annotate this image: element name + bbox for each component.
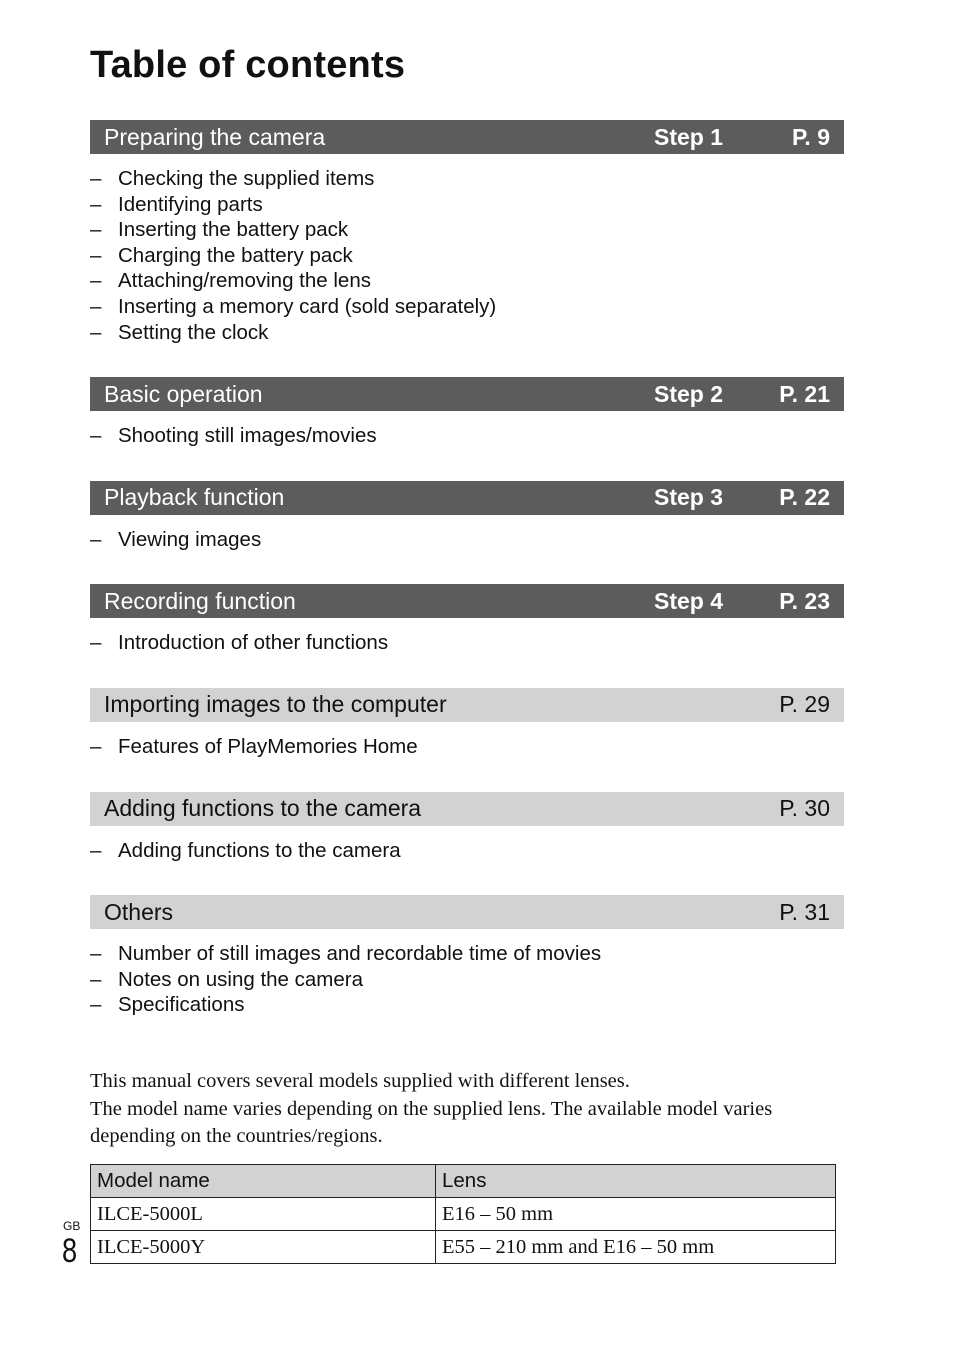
list-item bbox=[90, 166, 844, 192]
section-page-ref[interactable]: P. 30 bbox=[779, 795, 830, 822]
toc-sections bbox=[90, 120, 844, 1018]
item-text: Introduction of other functions bbox=[118, 631, 389, 655]
section-page-ref[interactable]: P. 21 bbox=[779, 380, 830, 407]
list-item bbox=[90, 527, 844, 553]
list-item bbox=[90, 217, 844, 243]
item-text: Adding functions to the camera bbox=[118, 838, 401, 862]
dash-bullet: – bbox=[90, 631, 102, 655]
section-step: Step 4 bbox=[654, 587, 724, 614]
section-item-list bbox=[90, 411, 844, 449]
list-item bbox=[90, 630, 844, 656]
section-header[interactable] bbox=[90, 120, 844, 154]
section-title: Playback function bbox=[104, 484, 285, 511]
toc-section bbox=[90, 895, 844, 1018]
model-table bbox=[90, 1164, 836, 1264]
table-row bbox=[91, 1231, 836, 1264]
toc-section bbox=[90, 792, 844, 864]
item-text: Inserting a memory card (sold separately) bbox=[118, 294, 497, 318]
dash-bullet: – bbox=[90, 527, 102, 551]
list-item bbox=[90, 734, 844, 760]
dash-bullet: – bbox=[90, 967, 102, 991]
list-item bbox=[90, 268, 844, 294]
dash-bullet: – bbox=[90, 993, 102, 1017]
page-number: 8 bbox=[62, 1232, 78, 1270]
item-text: Checking the supplied items bbox=[118, 167, 375, 190]
list-item bbox=[90, 423, 844, 449]
dash-bullet: – bbox=[90, 294, 102, 318]
section-header[interactable] bbox=[90, 792, 844, 826]
table-row bbox=[91, 1198, 836, 1231]
dash-bullet: – bbox=[90, 424, 102, 448]
list-item bbox=[90, 967, 844, 993]
model-cell: ILCE-5000Y bbox=[91, 1231, 436, 1264]
dash-bullet: – bbox=[90, 734, 102, 758]
list-item bbox=[90, 992, 844, 1018]
section-page-ref[interactable]: P. 22 bbox=[779, 484, 830, 511]
column-header-model: Model name bbox=[91, 1165, 436, 1198]
page-title: Table of contents bbox=[90, 44, 406, 86]
dash-bullet: – bbox=[90, 942, 102, 966]
section-title: Importing images to the computer bbox=[104, 691, 447, 718]
item-text: Specifications bbox=[118, 993, 245, 1017]
section-header[interactable] bbox=[90, 688, 844, 722]
note-line: This manual covers several models supplied with different lenses. bbox=[90, 1070, 630, 1092]
toc-section bbox=[90, 120, 844, 345]
section-title: Preparing the camera bbox=[104, 123, 326, 150]
section-title: Adding functions to the camera bbox=[104, 795, 422, 822]
column-header-lens: Lens bbox=[436, 1165, 836, 1198]
lens-cell: E16 – 50 mm bbox=[436, 1198, 836, 1231]
item-text: Attaching/removing the lens bbox=[118, 269, 371, 293]
item-text: Inserting the battery pack bbox=[118, 218, 349, 242]
section-page-ref[interactable]: P. 31 bbox=[779, 898, 830, 925]
item-text: Identifying parts bbox=[118, 192, 263, 216]
section-header[interactable] bbox=[90, 377, 844, 411]
dash-bullet: – bbox=[90, 320, 102, 344]
section-title: Basic operation bbox=[104, 380, 263, 407]
table-header-row bbox=[91, 1165, 836, 1198]
list-item bbox=[90, 243, 844, 269]
page-language-code: GB bbox=[63, 1219, 81, 1233]
models-note bbox=[90, 1068, 850, 1151]
section-item-list bbox=[90, 618, 844, 656]
model-cell: ILCE-5000L bbox=[91, 1198, 436, 1231]
toc-section bbox=[90, 584, 844, 656]
list-item bbox=[90, 941, 844, 967]
section-page-ref[interactable]: P. 9 bbox=[792, 123, 830, 150]
section-item-list bbox=[90, 722, 844, 760]
list-item bbox=[90, 838, 844, 864]
list-item bbox=[90, 294, 844, 320]
section-header[interactable] bbox=[90, 584, 844, 618]
item-text: Number of still images and recordable time of movies bbox=[118, 942, 602, 966]
section-item-list bbox=[90, 515, 844, 553]
item-text: Features of PlayMemories Home bbox=[118, 734, 418, 758]
list-item bbox=[90, 192, 844, 218]
section-item-list bbox=[90, 929, 844, 1018]
list-item bbox=[90, 320, 844, 346]
dash-bullet: – bbox=[90, 269, 102, 293]
lens-cell: E55 – 210 mm and E16 – 50 mm bbox=[436, 1231, 836, 1264]
section-step: Step 2 bbox=[654, 380, 724, 407]
section-header[interactable] bbox=[90, 895, 844, 929]
item-text: Setting the clock bbox=[118, 320, 269, 344]
section-title: Others bbox=[104, 898, 174, 925]
toc-section bbox=[90, 481, 844, 553]
section-header[interactable] bbox=[90, 481, 844, 515]
section-page-ref[interactable]: P. 23 bbox=[779, 587, 830, 614]
item-text: Charging the battery pack bbox=[118, 243, 353, 267]
dash-bullet: – bbox=[90, 192, 102, 216]
section-page-ref[interactable]: P. 29 bbox=[779, 691, 830, 718]
item-text: Shooting still images/movies bbox=[118, 424, 377, 448]
section-step: Step 1 bbox=[654, 123, 724, 150]
section-step: Step 3 bbox=[654, 484, 724, 511]
toc-section bbox=[90, 688, 844, 760]
note-line: The model name varies depending on the supplied lens. The available model varies depending on the countries/regions. bbox=[90, 1097, 773, 1147]
section-item-list bbox=[90, 154, 844, 345]
section-item-list bbox=[90, 826, 844, 864]
dash-bullet: – bbox=[90, 243, 102, 267]
section-title: Recording function bbox=[104, 587, 296, 614]
item-text: Notes on using the camera bbox=[118, 967, 363, 991]
toc-section bbox=[90, 377, 844, 449]
dash-bullet: – bbox=[90, 838, 102, 862]
item-text: Viewing images bbox=[118, 527, 262, 551]
dash-bullet: – bbox=[90, 167, 102, 190]
dash-bullet: – bbox=[90, 218, 102, 242]
